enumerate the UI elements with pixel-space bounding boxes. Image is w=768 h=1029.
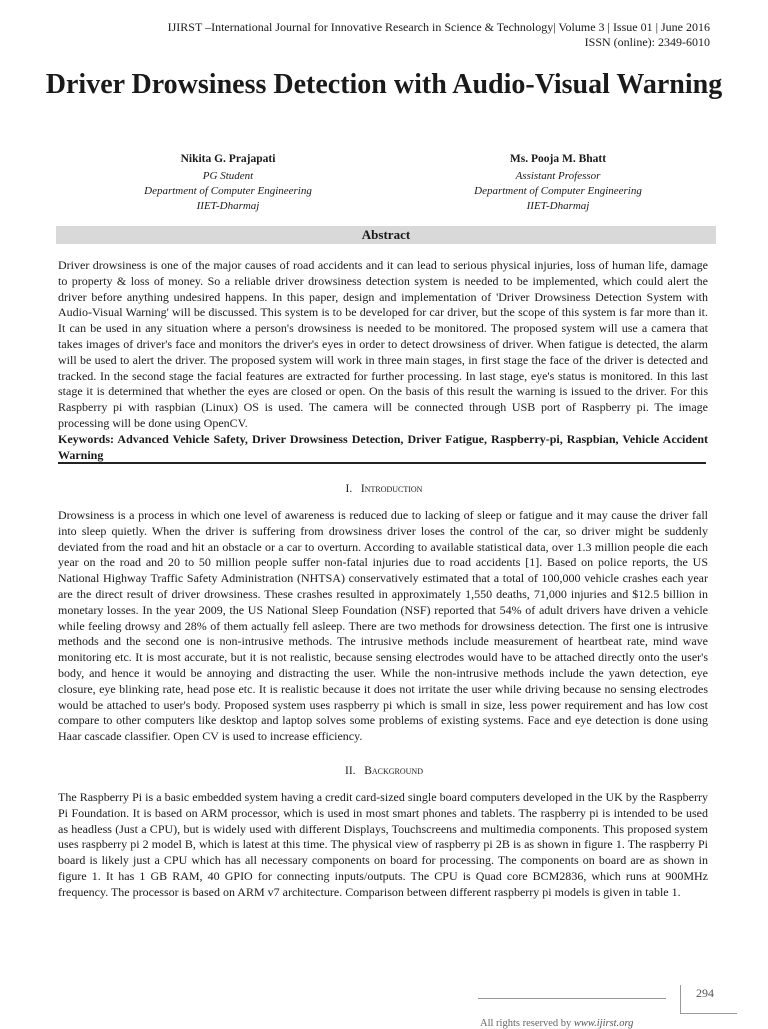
author-role: Assistant Professor xyxy=(515,170,601,182)
section-divider xyxy=(58,462,706,464)
author-institution: IIET-Dharmaj xyxy=(196,200,260,212)
background-text: The Raspberry Pi is a basic embedded system having a credit card-sized single board computers developed in the UK by the Raspberry Pi Foundation. It is based on ARM processor, which is used in most smart phones and tablets. The raspberry pi is intended to be used as headless (Just a CPU), but is widely used with different Displays, Touchscreens and multimedia components. This proposed system uses raspberry pi 2 model B, which is latest at this time. The physical view of raspberry pi 2B is as shown in figure 1. The raspberry Pi board is likely just a CPU which has all necessary components on board for processing. The components on board are as shown in figure 1. It has 1 GB RAM, 40 GPIO for connecting inputs/outputs. The CPU is Quad core BCM2836, which runs at 900MHz frequency. The processor is based on ARM v7 architecture. Comparison between different raspberry pi models is given in table 1. xyxy=(58,790,708,899)
footer-divider xyxy=(478,998,666,999)
journal-issn: ISSN (online): 2349-6010 xyxy=(584,35,710,49)
footer-rights-text: All rights reserved by xyxy=(480,1018,572,1029)
section-title: Introduction xyxy=(360,483,423,495)
author-1 xyxy=(78,152,378,214)
section-heading-background xyxy=(0,765,768,777)
footer-site-link[interactable]: www.ijirst.org xyxy=(573,1018,634,1029)
keywords: Keywords: Advanced Vehicle Safety, Driver Drowsiness Detection, Driver Fatigue, Raspberry-pi, Raspbian, Vehicle Accident Warning xyxy=(58,431,708,462)
journal-header-line1: IJIRST –International Journal for Innovative Research in Science & Technology| Volume 3 | Issue 01 | June 2016 xyxy=(167,20,710,34)
page-number: 294 xyxy=(696,986,714,1000)
author-name: Ms. Pooja M. Bhatt xyxy=(509,153,607,165)
introduction-text: Drowsiness is a process in which one level of awareness is reduced due to lacking of sleep or fatigue and it may cause the driver fall into sleep quietly. When the driver is suffering from drowsiness driver loses the control of the car, so driver might be suddenly deviated from the road and hit an obstacle or a car to overturn. According to available statistical data, over 1.3 million people die each year on the road and 20 to 50 million people suffer non-fatal injuries due to road accidents [1]. Based on police reports, the US National Highway Traffic Safety Administration (NHTSA) conservatively estimated that a total of 100,000 vehicle crashes each year are the direct result of driver drowsiness. These crashes resulted in approximately 1,550 deaths, 71,000 injuries and $12.5 billion in monetary losses. In the year 2009, the US National Sleep Foundation (NSF) reported that 54% of adult drivers have driven a vehicle while feeling drowsy and 28% of them actually fell asleep. There are two methods for drowsiness detection. The first one is intrusive methods and the second one is non-intrusive methods. The intrusive methods include measurement of heartbeat rate, mind wave monitoring etc. It is most accurate, but it is not realistic, because sensing electrodes would have to be attached directly onto the user's body, and hence it would be annoying and distracting the user. While the non-intrusive methods include the yawn detection, eye closure, eye blinking rate, head pose etc. It is realistic because it does not irritate the user while driving because no sensing electrodes would be attached to user's body. Proposed system uses raspberry pi which is small in size, less power requirement and has low cost compare to other computers like desktop and laptop solves some problems of existing systems. Face and eye detection is done using Haar cascade classifier. Open CV is used to increase efficiency. xyxy=(58,508,708,744)
abstract-text: Driver drowsiness is one of the major causes of road accidents and it can lead to serious physical injuries, loss of human life, damage to property & loss of money. So a reliable driver drowsiness detection system is needed to be implemented, which could alert the driver before anything undesired happens. In this paper, design and implementation of 'Driver Drowsiness Detection System with Audio-Visual Warning' will be discussed. This system is to be developed for car driver, but the scope of this system is far more than it. It can be used in any situation where a person's drowsiness is needed to be monitored. The proposed system will use a camera that takes images of driver's face and monitors the driver's eyes in order to detect drowsiness of driver. When fatigue is detected, the alarm will be used to alert the driver. The proposed system will work in three main stages, in first stage the face of the driver is detected and tracked. In the second stage the facial features are extracted for further processing. In last stage, eye's status is monitored. In this last stage it is determined that whether the eyes are closed or open. On the basis of this result the warning is issued to the driver. For this Raspberry pi with raspbian (Linux) OS is used. The camera will be connected through USB port of Raspberry pi. The image processing will be done using OpenCV. xyxy=(58,258,708,430)
journal-header xyxy=(168,20,710,50)
section-title: Background xyxy=(364,765,423,777)
author-department: Department of Computer Engineering xyxy=(474,185,642,197)
paper-title: Driver Drowsiness Detection with Audio-Visual Warning xyxy=(45,69,723,100)
author-institution: IIET-Dharmaj xyxy=(526,200,590,212)
author-2 xyxy=(408,152,708,214)
author-name: Nikita G. Prajapati xyxy=(180,153,276,165)
author-role: PG Student xyxy=(202,170,254,182)
abstract-body xyxy=(58,258,708,463)
section-heading-introduction xyxy=(0,483,768,495)
abstract-heading: Abstract xyxy=(56,226,716,244)
section-number: II. xyxy=(345,765,356,777)
section-number: I. xyxy=(345,483,353,495)
author-department: Department of Computer Engineering xyxy=(144,185,312,197)
